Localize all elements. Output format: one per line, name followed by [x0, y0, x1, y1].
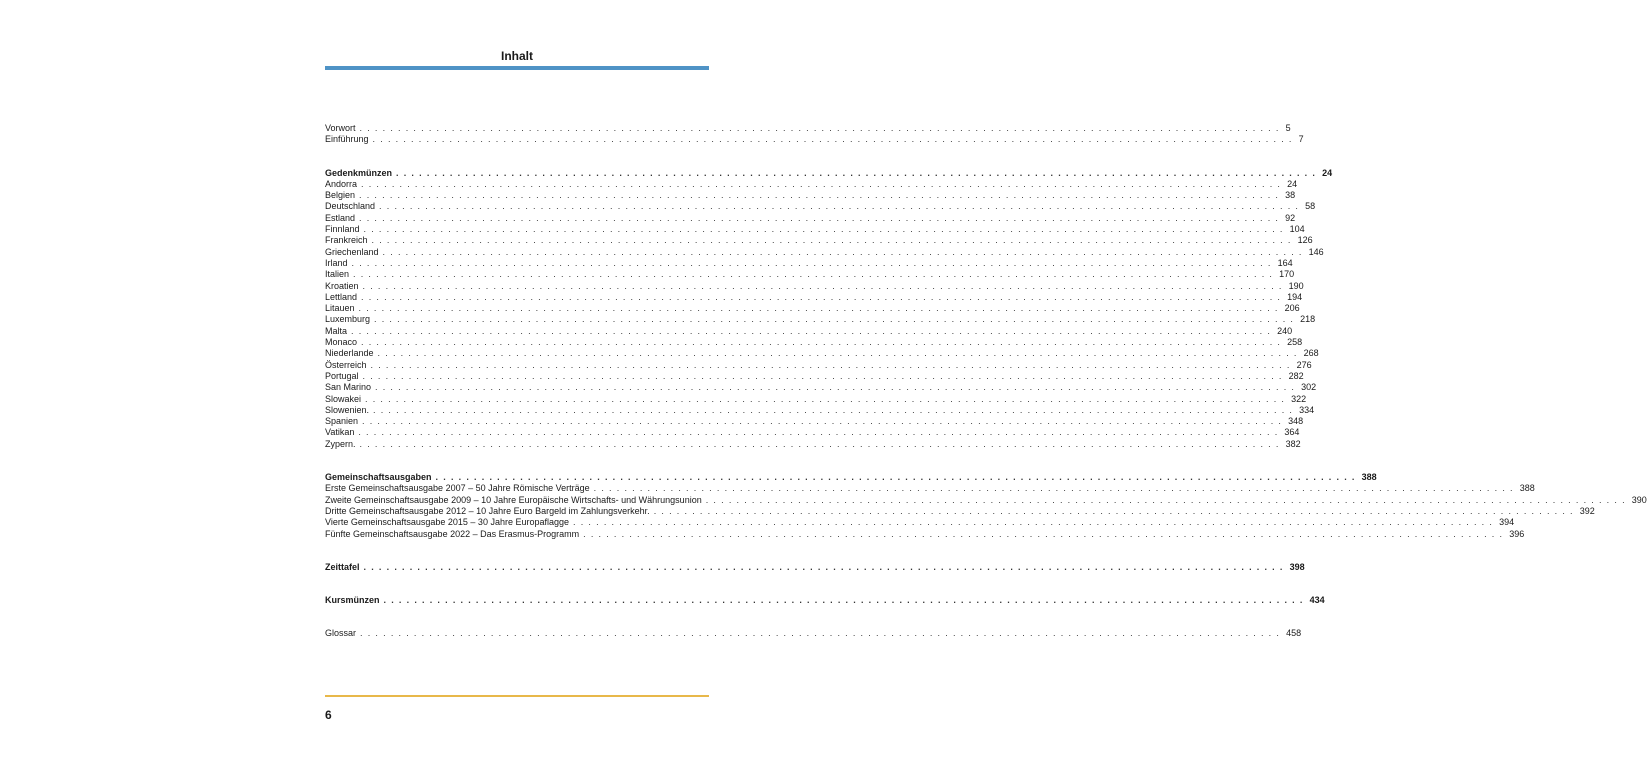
toc-entry-label: Litauen [325, 303, 355, 314]
toc-entry [325, 382, 1317, 393]
dot-leader: ........................................................................................................................ [358, 427, 1283, 438]
toc-entry-label: Gedenkmünzen [325, 167, 393, 178]
toc-entry-page: 334 [1299, 404, 1315, 415]
toc-entry-label: Slowenien. [325, 404, 370, 415]
toc-entry-page: 92 [1285, 212, 1296, 223]
dot-leader: ........................................................................................................................ [373, 404, 1298, 415]
toc-entry-page: 190 [1288, 280, 1304, 291]
dot-leader: ........................................................................................................................ [705, 494, 1630, 505]
toc-entry-label: Finnland [325, 224, 360, 235]
toc-entry-page: 206 [1284, 303, 1300, 314]
toc-entry-page: 398 [1289, 561, 1305, 572]
toc-entry [325, 427, 1300, 438]
toc-entry-label: Andorra [325, 178, 358, 189]
toc-entry-label: Einführung [325, 134, 369, 145]
toc-entry [325, 291, 1303, 303]
toc-entry-page: 38 [1285, 190, 1296, 201]
bottom-rule [325, 695, 709, 697]
toc-entry-label: Kursmünzen [325, 595, 380, 606]
toc-entry-label: Zweite Gemeinschaftsausgabe 2009 – 10 Jahre Europäische Wirtschafts- und Währungsunion [325, 494, 702, 505]
toc-entry [325, 235, 1313, 246]
toc-entry-page: 146 [1308, 246, 1324, 257]
toc-entry-page: 126 [1297, 235, 1313, 246]
dot-leader: ........................................................................................................................ [351, 257, 1276, 268]
dot-leader: ........................................................................................................................ [375, 382, 1300, 393]
toc-entry-label: Italien [325, 269, 350, 280]
dot-leader: ........................................................................................................................ [365, 393, 1290, 404]
toc-entry-label: San Marino [325, 382, 372, 393]
toc-entry-page: 388 [1519, 483, 1535, 494]
toc-entry-page: 240 [1277, 325, 1293, 336]
toc-entry-page: 24 [1322, 167, 1333, 178]
dot-leader: ........................................................................................................................ [360, 628, 1285, 639]
toc-entry-page: 5 [1285, 123, 1291, 133]
toc-entry [325, 337, 1303, 348]
toc-entry-label: Zypern. [325, 438, 356, 449]
toc-entry [325, 303, 1300, 314]
dot-leader: ........................................................................................................................ [361, 337, 1286, 348]
toc-entry-page: 434 [1309, 595, 1325, 606]
toc-entry-label: Glossar [325, 628, 357, 639]
dot-leader: ........................................................................................................................ [361, 178, 1286, 189]
toc-entry [325, 123, 1291, 134]
toc-entry [325, 348, 1319, 359]
toc-entry-label: Vierte Gemeinschaftsausgabe 2015 – 30 Jahre Europaflagge [325, 517, 570, 528]
toc-entry-page: 396 [1509, 528, 1525, 539]
dot-leader: ........................................................................................................................ [435, 472, 1360, 483]
glossar-section [325, 628, 1302, 639]
toc-entry-page: 282 [1288, 370, 1304, 381]
toc-entry [325, 359, 1312, 371]
toc-heading [325, 472, 1377, 483]
dot-leader: ........................................................................................................................ [653, 505, 1578, 516]
dot-leader: ........................................................................................................................ [377, 348, 1302, 359]
toc-entry-page: 458 [1286, 628, 1302, 639]
toc-entry-label: Slowakei [325, 393, 362, 404]
toc-entry-label: Griechenland [325, 246, 379, 257]
dot-leader: ........................................................................................................................ [359, 438, 1284, 449]
page-number: 6 [325, 708, 332, 722]
toc-entry [325, 269, 1295, 280]
toc-entry [325, 438, 1301, 450]
title-rule [325, 66, 709, 70]
toc-entry-label: Monaco [325, 337, 358, 348]
toc-entry-page: 218 [1300, 314, 1316, 325]
toc-entry [325, 528, 1525, 540]
toc-entry-page: 258 [1287, 337, 1303, 348]
toc-entry [325, 494, 1647, 506]
toc-entry-page: 170 [1279, 269, 1295, 280]
toc-entry-label: Österreich [325, 359, 367, 370]
page-title: Inhalt [501, 49, 533, 63]
toc-heading [325, 561, 1305, 573]
toc-heading [325, 167, 1333, 179]
toc-entry-page: 388 [1361, 472, 1377, 483]
toc-entry [325, 505, 1595, 517]
dot-leader: ........................................................................................................................ [362, 370, 1287, 381]
toc-entry [325, 314, 1316, 325]
dot-leader: ........................................................................................................................ [396, 167, 1321, 178]
toc-entry-page: 382 [1285, 438, 1301, 449]
dot-leader: ........................................................................................................................ [363, 561, 1288, 572]
toc-entry [325, 246, 1324, 258]
dot-leader: ........................................................................................................................ [370, 359, 1295, 370]
toc-entry-page: 348 [1288, 416, 1304, 427]
toc-entry-page: 164 [1277, 257, 1293, 268]
dot-leader: ........................................................................................................................ [583, 528, 1508, 539]
toc-entry-page: 364 [1284, 427, 1300, 438]
zeittafel-section [325, 561, 1305, 573]
toc-entry-label: Malta [325, 325, 348, 336]
toc-entry-page: 24 [1287, 178, 1298, 189]
toc-entry [325, 190, 1296, 201]
toc-entry [325, 483, 1535, 494]
dot-leader: ........................................................................................................................ [371, 235, 1296, 246]
dot-leader: ........................................................................................................................ [359, 123, 1284, 133]
toc-entry [325, 370, 1304, 382]
dot-leader: ........................................................................................................................ [363, 224, 1288, 235]
toc-entry-page: 392 [1579, 505, 1595, 516]
gemeinschaft-section [325, 472, 1647, 540]
dot-leader: ........................................................................................................................ [351, 325, 1276, 336]
toc-entry-label: Zeittafel [325, 561, 360, 572]
toc-entry [325, 416, 1304, 427]
front-section [325, 123, 1304, 146]
toc-entry-label: Frankreich [325, 235, 368, 246]
toc-entry [325, 212, 1296, 224]
toc-entry [325, 393, 1307, 405]
toc-entry-label: Kroatien [325, 280, 359, 291]
toc-entry-page: 394 [1499, 517, 1515, 528]
dot-leader: ........................................................................................................................ [383, 595, 1308, 606]
dot-leader: ........................................................................................................................ [372, 134, 1297, 145]
toc-entry [325, 134, 1304, 145]
dot-leader: ........................................................................................................................ [359, 190, 1284, 201]
table-of-contents [325, 123, 1647, 640]
kursmuenzen-section [325, 595, 1325, 606]
toc-entry-label: Niederlande [325, 348, 374, 359]
toc-entry-page: 276 [1296, 359, 1312, 370]
toc-entry [325, 325, 1293, 337]
dot-leader: ........................................................................................................................ [358, 303, 1283, 314]
toc-entry-label: Luxemburg [325, 314, 371, 325]
toc-entry [325, 257, 1293, 269]
toc-entry [325, 201, 1316, 212]
toc-entry [325, 628, 1302, 639]
gedenk-section [325, 167, 1333, 450]
toc-entry-label: Erste Gemeinschaftsausgabe 2007 – 50 Jahre Römische Verträge [325, 483, 590, 494]
dot-leader: ........................................................................................................................ [359, 212, 1284, 223]
dot-leader: ........................................................................................................................ [379, 201, 1304, 212]
toc-entry-label: Spanien [325, 416, 359, 427]
dot-leader: ........................................................................................................................ [362, 280, 1287, 291]
toc-entry-label: Vorwort [325, 123, 356, 133]
dot-leader: ........................................................................................................................ [382, 246, 1307, 257]
dot-leader: ........................................................................................................................ [593, 483, 1518, 494]
dot-leader: ........................................................................................................................ [361, 291, 1286, 302]
toc-entry-page: 194 [1287, 291, 1303, 302]
toc-entry-label: Fünfte Gemeinschaftsausgabe 2022 – Das Erasmus-Programm [325, 528, 580, 539]
toc-entry-label: Gemeinschaftsausgaben [325, 472, 432, 483]
toc-entry-page: 302 [1301, 382, 1317, 393]
toc-entry-page: 58 [1305, 201, 1316, 212]
toc-entry [325, 280, 1304, 292]
toc-entry-label: Irland [325, 257, 348, 268]
toc-entry [325, 404, 1315, 416]
toc-entry-page: 268 [1303, 348, 1319, 359]
toc-entry [325, 224, 1305, 235]
dot-leader: ........................................................................................................................ [374, 314, 1299, 325]
toc-entry-page: 104 [1289, 224, 1305, 235]
toc-entry-page: 390 [1631, 494, 1647, 505]
toc-entry-page: 7 [1298, 134, 1304, 145]
toc-entry-label: Portugal [325, 370, 359, 381]
toc-entry-label: Estland [325, 212, 356, 223]
toc-entry-label: Belgien [325, 190, 356, 201]
dot-leader: ........................................................................................................................ [362, 416, 1287, 427]
toc-entry-label: Vatikan [325, 427, 355, 438]
toc-entry-page: 322 [1291, 393, 1307, 404]
dot-leader: ........................................................................................................................ [353, 269, 1278, 280]
toc-entry [325, 178, 1298, 190]
toc-entry [325, 517, 1515, 528]
dot-leader: ........................................................................................................................ [573, 517, 1498, 528]
toc-entry-label: Deutschland [325, 201, 376, 212]
toc-entry-label: Dritte Gemeinschaftsausgabe 2012 – 10 Jahre Euro Bargeld im Zahlungsverkehr. [325, 505, 650, 516]
toc-entry-label: Lettland [325, 291, 358, 302]
toc-heading [325, 595, 1325, 606]
